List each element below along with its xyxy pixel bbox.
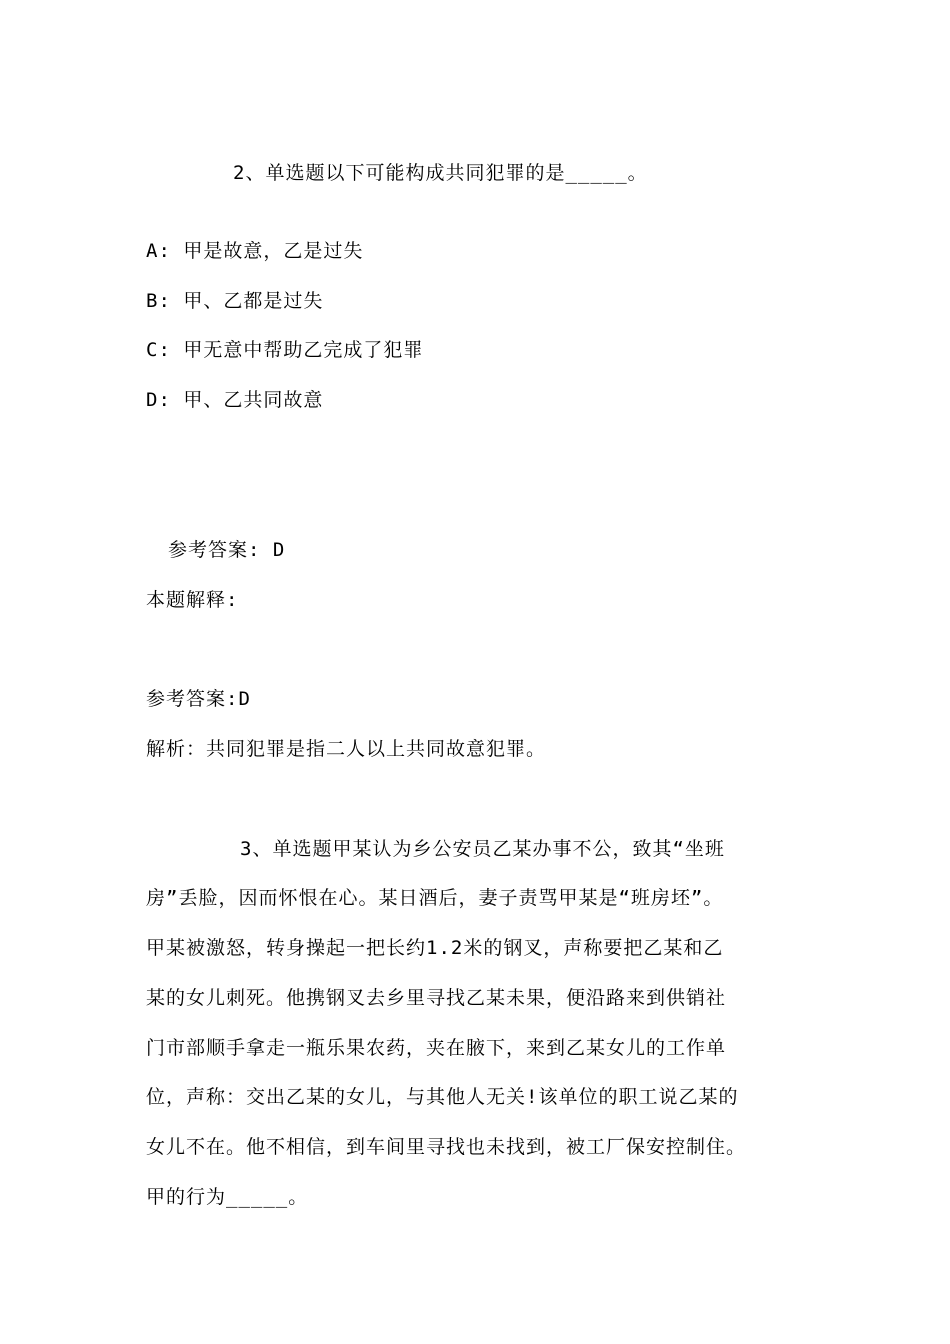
question-2-option-a: A: 甲是故意，乙是过失 <box>146 240 364 262</box>
question-2-explain-label: 本题解释: <box>146 589 239 611</box>
question-3-line: 某的女儿刺死。他携钢叉去乡里寻找乙某未果，便沿路来到供销社 <box>146 987 727 1009</box>
question-2-option-b: B: 甲、乙都是过失 <box>146 290 324 312</box>
question-3-line: 甲某被激怒，转身操起一把长约1.2米的钢叉，声称要把乙某和乙 <box>146 937 724 959</box>
question-2-option-c: C: 甲无意中帮助乙完成了犯罪 <box>146 339 424 361</box>
question-3-line: 门市部顺手拿走一瓶乐果农药，夹在腋下，来到乙某女儿的工作单 <box>146 1037 727 1059</box>
question-2-answer: 参考答案: D <box>168 539 286 561</box>
question-3-line: 女儿不在。他不相信，到车间里寻找也未找到，被工厂保安控制住。 <box>146 1136 747 1158</box>
question-3-line: 房”丢脸，因而怀恨在心。某日酒后，妻子责骂甲某是“班房坯”。 <box>146 887 724 909</box>
question-3-line: 位，声称：交出乙某的女儿，与其他人无关!该单位的职工说乙某的 <box>146 1086 739 1108</box>
question-3-line: 甲的行为_____。 <box>146 1186 309 1208</box>
question-2-analysis: 解析：共同犯罪是指二人以上共同故意犯罪。 <box>146 738 547 760</box>
question-2-title: 2、单选题以下可能构成共同犯罪的是_____。 <box>233 162 648 184</box>
question-2-option-d: D: 甲、乙共同故意 <box>146 389 324 411</box>
question-3-line: 3、单选题甲某认为乡公安员乙某办事不公，致其“坐班 <box>240 838 725 860</box>
question-2-answer-repeat: 参考答案:D <box>146 688 251 710</box>
